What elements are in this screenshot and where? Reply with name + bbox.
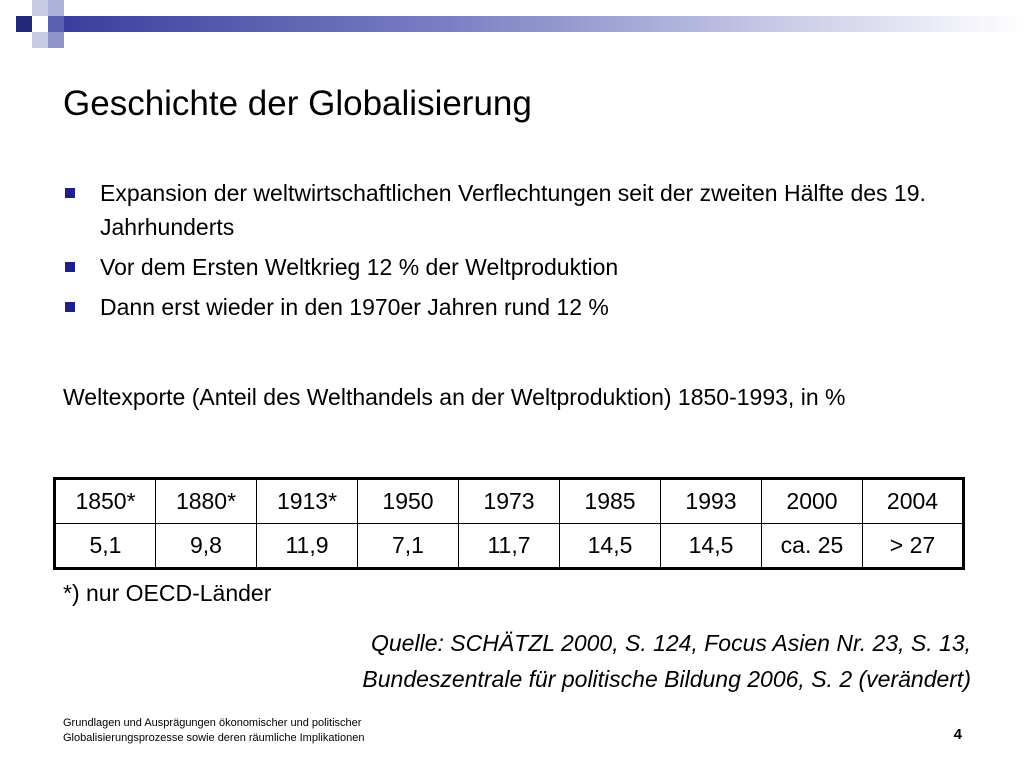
year-cell: 1985: [560, 479, 661, 524]
bullet-item: [63, 290, 963, 324]
year-cell: 2004: [863, 479, 964, 524]
deco-square-light: [32, 0, 48, 16]
year-cell: 1973: [459, 479, 560, 524]
value-cell: 11,7: [459, 524, 560, 569]
bullet-text: Dann erst wieder in den 1970er Jahren rund 12 %: [100, 294, 609, 320]
bullet-text: Expansion der weltwirtschaftlichen Verflechtungen seit der zweiten Hälfte des 19. Jahrhunderts: [100, 180, 926, 240]
footnote: *) nur OECD-Länder: [63, 580, 272, 606]
deco-square-light: [32, 32, 48, 48]
year-cell: 1950: [358, 479, 459, 524]
footer-text: [63, 716, 364, 746]
year-cell: 1850*: [55, 479, 156, 524]
square-bullet-icon: [65, 188, 75, 198]
value-cell: 11,9: [257, 524, 358, 569]
table-header-row: [55, 479, 964, 524]
value-cell: 7,1: [358, 524, 459, 569]
square-bullet-icon: [65, 262, 75, 272]
bullet-item: [63, 250, 963, 284]
value-cell: 14,5: [661, 524, 762, 569]
page-number: 4: [953, 726, 962, 743]
value-cell: > 27: [863, 524, 964, 569]
year-cell: 1913*: [257, 479, 358, 524]
bullet-item: [63, 176, 963, 244]
footer-line: Grundlagen und Ausprägungen ökonomischer und politischer: [63, 717, 362, 729]
bullet-list: [63, 176, 963, 330]
footer-line: Globalisierungsprozesse sowie deren räumliche Implikationen: [63, 732, 365, 744]
square-bullet-icon: [65, 302, 75, 312]
bullet-text: Vor dem Ersten Weltkrieg 12 % der Weltproduktion: [100, 254, 619, 280]
source-line: Bundeszentrale für politische Bildung 2006, S. 2 (verändert): [362, 666, 971, 692]
slide-title: Geschichte der Globalisierung: [63, 84, 532, 123]
deco-square-dark: [48, 16, 64, 32]
header-gradient-bar: [64, 16, 1024, 32]
table-value-row: [55, 524, 964, 569]
year-cell: 2000: [762, 479, 863, 524]
deco-square-medium: [48, 0, 64, 16]
source-line: Quelle: SCHÄTZL 2000, S. 124, Focus Asien Nr. 23, S. 13,: [371, 630, 971, 656]
year-cell: 1993: [661, 479, 762, 524]
source-citation: [362, 625, 971, 697]
value-cell: 9,8: [156, 524, 257, 569]
value-cell: 14,5: [560, 524, 661, 569]
deco-square-dark: [16, 16, 32, 32]
value-cell: 5,1: [55, 524, 156, 569]
deco-square-medium: [48, 32, 64, 48]
export-share-table: [53, 477, 965, 570]
year-cell: 1880*: [156, 479, 257, 524]
value-cell: ca. 25: [762, 524, 863, 569]
table-caption: Weltexporte (Anteil des Welthandels an der Weltproduktion) 1850-1993, in %: [63, 384, 846, 410]
